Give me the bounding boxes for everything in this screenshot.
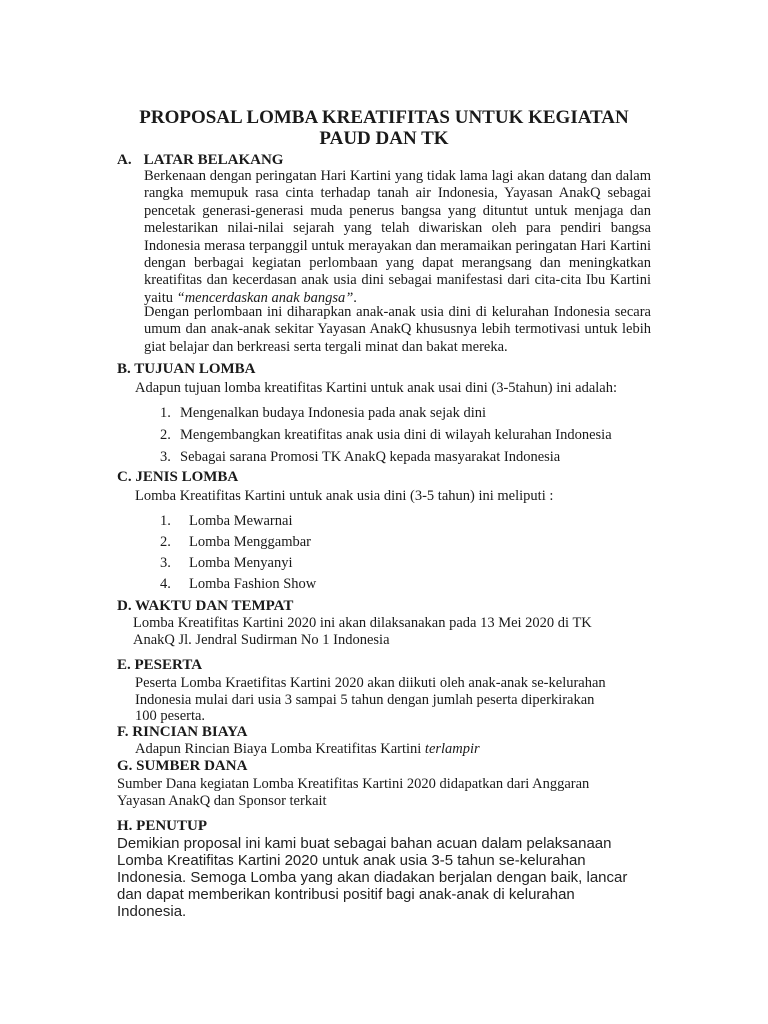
section-h-line: Indonesia. Semoga Lomba yang akan diadakan berjalan dengan baik, lancar bbox=[117, 869, 628, 886]
section-f-body: Adapun Rincian Biaya Lomba Kreatifitas Kartini bbox=[135, 741, 422, 757]
section-c-item-1 bbox=[160, 513, 292, 530]
list-text: Lomba Fashion Show bbox=[189, 576, 317, 592]
list-number: 3. bbox=[160, 555, 171, 571]
section-e-line-1: Peserta Lomba Kraetifitas Kartini 2020 akan diikuti oleh anak-anak se-kelurahan bbox=[135, 675, 606, 691]
list-text: Lomba Menggambar bbox=[189, 534, 312, 550]
list-number: 3. bbox=[160, 449, 171, 465]
section-c-item-3 bbox=[160, 555, 293, 572]
list-text: Lomba Menyanyi bbox=[189, 555, 293, 571]
list-text: Mengenalkan budaya Indonesia pada anak sejak dini bbox=[180, 405, 487, 421]
section-f-italic: terlampir bbox=[424, 741, 480, 757]
section-a-paragraph-2: Dengan perlombaan ini diharapkan anak-anak usia dini di kelurahan Indonesia secara umum dan anak-anak sekitar Yayasan AnakQ khususnya lebih termotivasi untuk lebih giat belajar dan berkreasi serta tergali minat dan bakat mereka. bbox=[144, 304, 651, 355]
section-c-item-2 bbox=[160, 534, 311, 551]
section-d-line-2: AnakQ Jl. Jendral Sudirman No 1 Indonesia bbox=[133, 632, 390, 648]
section-b-item-1 bbox=[160, 405, 486, 422]
title-line-1: PROPOSAL LOMBA KREATIFITAS UNTUK KEGIATAN bbox=[139, 107, 629, 128]
section-a-heading bbox=[117, 152, 283, 169]
section-g-line-2: Yayasan AnakQ dan Sponsor terkait bbox=[117, 793, 327, 809]
section-a-letter: A. bbox=[117, 152, 132, 168]
section-c-intro: Lomba Kreatifitas Kartini untuk anak usia dini (3-5 tahun) ini meliputi : bbox=[135, 488, 554, 504]
list-text: Lomba Mewarnai bbox=[189, 513, 293, 529]
list-text: Mengembangkan kreatifitas anak usia dini di wilayah kelurahan Indonesia bbox=[180, 427, 612, 443]
document-title bbox=[100, 107, 668, 149]
section-d-heading: D. WAKTU DAN TEMPAT bbox=[117, 598, 294, 614]
section-h-line: Indonesia. bbox=[117, 903, 187, 920]
section-b-item-2 bbox=[160, 427, 612, 444]
section-a-para1-end: . bbox=[353, 289, 357, 306]
list-number: 2. bbox=[160, 427, 171, 443]
section-d-line-1: Lomba Kreatifitas Kartini 2020 ini akan dilaksanakan pada 13 Mei 2020 di TK bbox=[133, 615, 592, 631]
section-e-line-2: Indonesia mulai dari usia 3 sampai 5 tahun dengan jumlah peserta diperkirakan bbox=[135, 692, 595, 708]
title-line-2: PAUD DAN TK bbox=[319, 128, 449, 149]
section-f-text bbox=[135, 741, 480, 758]
list-number: 1. bbox=[160, 405, 171, 421]
section-g-heading: G. SUMBER DANA bbox=[117, 758, 248, 774]
section-h-line: dan dapat memberikan kontribusi positif bagi anak-anak di kelurahan bbox=[117, 886, 575, 903]
section-a-para1-quote: “mencerdaskan anak bangsa” bbox=[176, 289, 354, 306]
section-h-line: Demikian proposal ini kami buat sebagai bahan acuan dalam pelaksanaan bbox=[117, 835, 612, 852]
section-f-heading: F. RINCIAN BIAYA bbox=[117, 724, 248, 740]
section-e-heading: E. PESERTA bbox=[117, 657, 203, 673]
section-g-line-1: Sumber Dana kegiatan Lomba Kreatifitas Kartini 2020 didapatkan dari Anggaran bbox=[117, 776, 590, 792]
section-h-heading: H. PENUTUP bbox=[117, 818, 207, 834]
section-h-line: Lomba Kreatifitas Kartini 2020 untuk anak usia 3-5 tahun se-kelurahan bbox=[117, 852, 586, 869]
list-number: 4. bbox=[160, 576, 171, 592]
section-a-title: LATAR BELAKANG bbox=[143, 152, 284, 168]
list-text: Sebagai sarana Promosi TK AnakQ kepada masyarakat Indonesia bbox=[180, 449, 561, 465]
section-a-paragraph-1 bbox=[144, 168, 651, 307]
section-c-heading: C. JENIS LOMBA bbox=[117, 469, 239, 485]
list-number: 2. bbox=[160, 534, 171, 550]
section-c-item-4 bbox=[160, 576, 316, 593]
section-h-paragraph bbox=[117, 835, 627, 920]
section-b-intro: Adapun tujuan lomba kreatifitas Kartini untuk anak usai dini (3-5tahun) ini adalah: bbox=[135, 380, 617, 396]
section-e-line-3: 100 peserta. bbox=[135, 708, 206, 724]
section-a-para1-text: Berkenaan dengan peringatan Hari Kartini yang tidak lama lagi akan datang dan dalam rangka memupuk rasa cinta terhadap tanah air Indonesia, Yayasan AnakQ sebagai pencetak generasi-generasi muda penerus bangsa yang dituntut untuk menjaga dan melestarikan nilai-nilai sejarah yang telah diwariskan oleh para pendiri bangsa Indonesia merasa terpanggil untuk merayakan dan meramaikan peringatan Hari Kartini dengan berbagai kegiatan perlombaan yang dapat merangsang dan meningkatkan kreatifitas dan kecerdasan anak usia dini sebagai manifestasi dari cita-cita Ibu Kartini yaitu bbox=[144, 168, 651, 306]
section-b-heading: B. TUJUAN LOMBA bbox=[117, 361, 256, 377]
list-number: 1. bbox=[160, 513, 171, 529]
section-b-item-3 bbox=[160, 449, 560, 466]
